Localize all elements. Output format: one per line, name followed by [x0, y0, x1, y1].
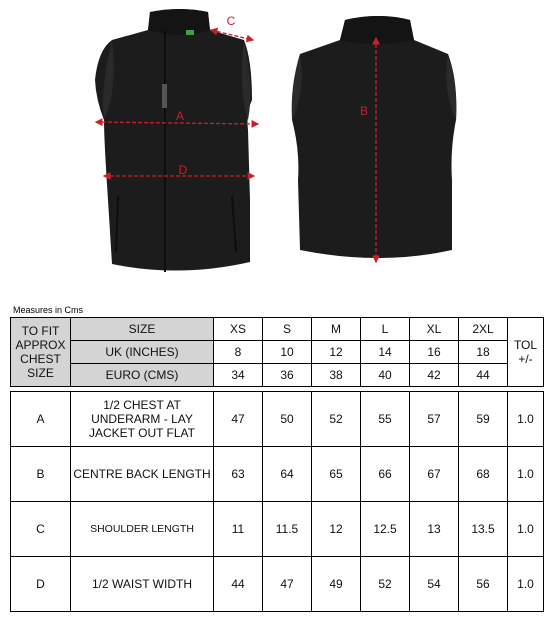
uk-label: UK (INCHES)	[71, 341, 214, 364]
measurement-value: 52	[312, 392, 361, 447]
measurement-value: 13	[410, 502, 459, 557]
measurement-value: 49	[312, 557, 361, 612]
uk-value: 12	[312, 341, 361, 364]
measurement-value: 52	[361, 557, 410, 612]
measurement-value: 56	[459, 557, 508, 612]
euro-label: EURO (CMS)	[71, 364, 214, 387]
svg-text:C: C	[226, 14, 236, 28]
tol-line-1: TOL	[513, 338, 538, 352]
measurement-value: 63	[214, 447, 263, 502]
measurement-value: 44	[214, 557, 263, 612]
vest-back	[292, 16, 457, 258]
corner-header	[11, 318, 71, 387]
measurement-value: 12.5	[361, 502, 410, 557]
svg-text:A: A	[175, 109, 185, 123]
measurement-value: 57	[410, 392, 459, 447]
measurement-value: 55	[361, 392, 410, 447]
measurement-tolerance: 1.0	[508, 447, 544, 502]
size-chart-table	[10, 317, 544, 612]
measurement-value: 67	[410, 447, 459, 502]
measurement-description: 1/2 WAIST WIDTH	[71, 557, 214, 612]
measurement-description: 1/2 CHEST AT UNDERARM - LAY JACKET OUT FLAT	[71, 392, 214, 447]
measurement-row	[11, 502, 544, 557]
svg-text:B: B	[359, 104, 369, 118]
measurement-value: 13.5	[459, 502, 508, 557]
measurement-tolerance: 1.0	[508, 502, 544, 557]
measurement-value: 54	[410, 557, 459, 612]
measurement-value: 50	[263, 392, 312, 447]
garment-figure	[0, 0, 554, 300]
measurement-description: SHOULDER LENGTH	[71, 502, 214, 557]
corner-line-1: TO FIT	[21, 324, 60, 338]
measurement-value: 47	[214, 392, 263, 447]
measurement-value: 65	[312, 447, 361, 502]
measurement-code: C	[11, 502, 71, 557]
measurement-code: A	[11, 392, 71, 447]
uk-value: 8	[214, 341, 263, 364]
euro-value: 42	[410, 364, 459, 387]
corner-line-3: CHEST	[20, 352, 61, 366]
corner-line-4: SIZE	[27, 366, 54, 380]
measurement-value: 59	[459, 392, 508, 447]
size-header: M	[312, 318, 361, 341]
measurement-value: 11.5	[263, 502, 312, 557]
measurement-row	[11, 392, 544, 447]
uk-value: 18	[459, 341, 508, 364]
svg-text:D: D	[178, 163, 188, 177]
euro-value: 40	[361, 364, 410, 387]
uk-value: 16	[410, 341, 459, 364]
measurement-tolerance: 1.0	[508, 392, 544, 447]
measurement-value: 11	[214, 502, 263, 557]
size-header: XS	[214, 318, 263, 341]
euro-value: 36	[263, 364, 312, 387]
size-header: S	[263, 318, 312, 341]
measurement-value: 12	[312, 502, 361, 557]
measurement-description: CENTRE BACK LENGTH	[71, 447, 214, 502]
uk-value: 14	[361, 341, 410, 364]
measurement-value: 66	[361, 447, 410, 502]
size-header: L	[361, 318, 410, 341]
vest-front	[95, 9, 252, 272]
size-label: SIZE	[71, 318, 214, 341]
measurement-row	[11, 557, 544, 612]
measurement-value: 68	[459, 447, 508, 502]
uk-value: 10	[263, 341, 312, 364]
header-row-size	[11, 318, 544, 341]
measurement-row	[11, 447, 544, 502]
size-header: 2XL	[459, 318, 508, 341]
euro-value: 38	[312, 364, 361, 387]
measurement-value: 47	[263, 557, 312, 612]
header-row-euro	[11, 364, 544, 387]
tol-line-2: +/-	[518, 352, 533, 366]
measurement-code: D	[11, 557, 71, 612]
euro-value: 44	[459, 364, 508, 387]
measurement-value: 64	[263, 447, 312, 502]
measurement-tolerance: 1.0	[508, 557, 544, 612]
measurement-code: B	[11, 447, 71, 502]
euro-value: 34	[214, 364, 263, 387]
size-header: XL	[410, 318, 459, 341]
tol-header	[508, 318, 544, 387]
header-row-uk	[11, 341, 544, 364]
corner-line-2: APPROX	[15, 338, 66, 352]
units-caption: Measures in Cms	[13, 305, 84, 315]
